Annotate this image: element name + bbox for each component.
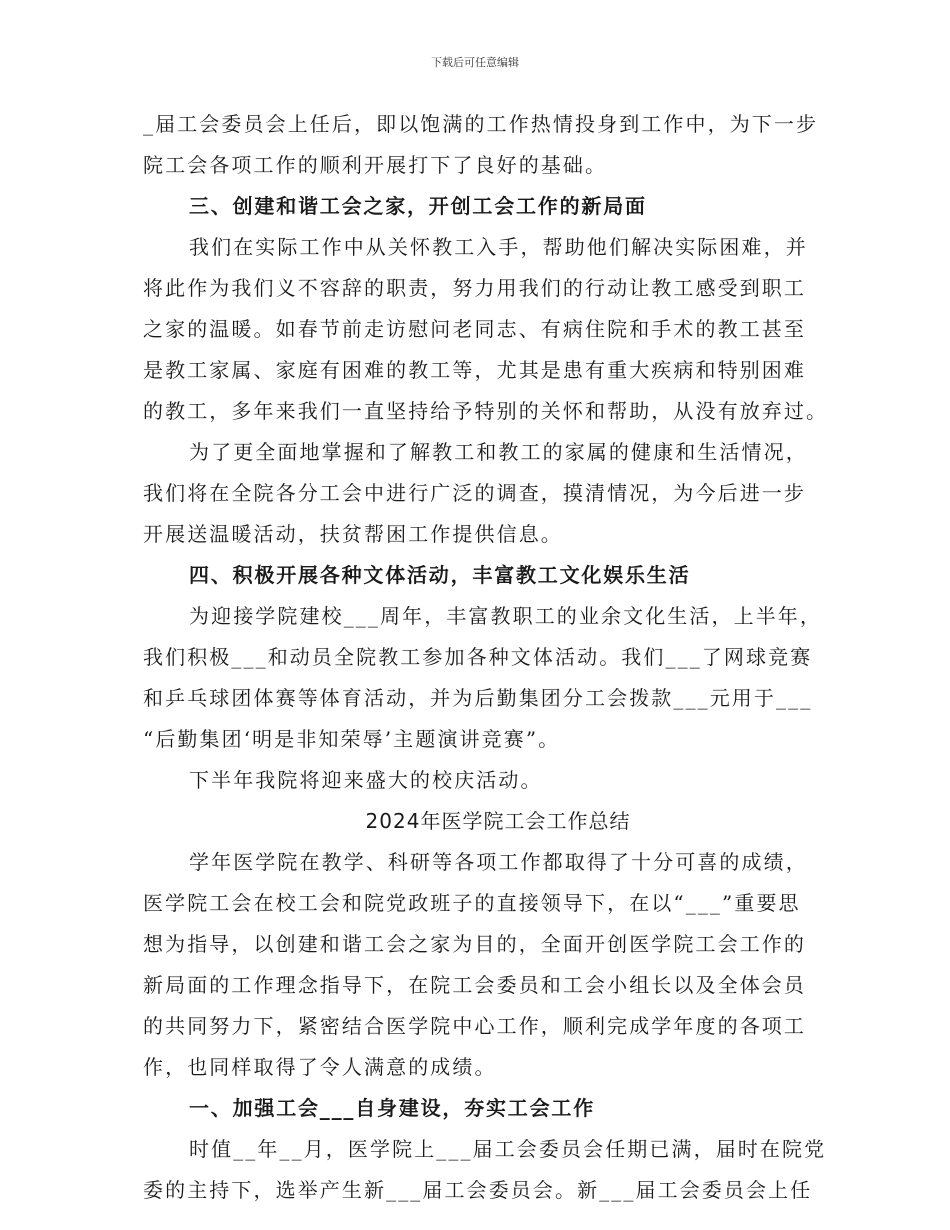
document-body	[143, 104, 829, 1211]
paragraph-line: 之家的温暖。如春节前走访慰问老同志、有病住院和手术的教工甚至	[143, 317, 806, 341]
page-header-note: 下载后可任意编辑	[431, 56, 519, 69]
paragraph-line: 时值__年__月，医学院上___届工会委员会任期已满，届时在院党	[189, 1137, 827, 1161]
paragraph-line: 我们积极___和动员全院教工参加各种文体活动。我们___了网球竞赛	[143, 645, 813, 669]
paragraph-line: 学年医学院在教学、科研等各项工作都取得了十分可喜的成绩，	[189, 850, 808, 874]
paragraph-line: “后勤集团‘明是非知荣辱’主题演讲竞赛”。	[143, 727, 561, 751]
paragraph-line: 为迎接学院建校___周年，丰富教职工的业余文化生活，上半年，	[189, 604, 822, 628]
paragraph-line: 和乒乓球团体赛等体育活动，并为后勤集团分工会拨款___元用于___	[143, 686, 813, 710]
paragraph-line: 院工会各项工作的顺利开展打下了良好的基础。	[143, 153, 608, 177]
paragraph-line: 我们将在全院各分工会中进行广泛的调查，摸清情况，为今后进一步	[143, 481, 806, 505]
paragraph-line: 新局面的工作理念指导下，在院工会委员和工会小组长以及全体会员	[143, 973, 806, 997]
paragraph-line: 医学院工会在校工会和院党政班子的直接领导下，在以“___”重要思	[143, 891, 801, 915]
paragraph-line: 作，也同样取得了令人满意的成绩。	[143, 1055, 497, 1079]
paragraph-line: 想为指导，以创建和谐工会之家为目的，全面开创医学院工会工作的	[143, 932, 806, 956]
paragraph-line: 下半年我院将迎来盛大的校庆活动。	[189, 768, 543, 792]
paragraph-line: 为了更全面地掌握和了解教工和教工的家属的健康和生活情况，	[189, 440, 808, 464]
paragraph-line: 开展送温暖活动，扶贫帮困工作提供信息。	[143, 522, 563, 546]
paragraph-line: 是教工家属、家庭有困难的教工等，尤其是患有重大疾病和特别困难	[143, 358, 806, 382]
paragraph-line: 委的主持下，选举产生新___届工会委员会。新___届工会委员会上任	[143, 1178, 813, 1202]
paragraph-line: 我们在实际工作中从关怀教工入手，帮助他们解决实际困难，并	[189, 235, 808, 259]
section-heading-1: 一、加强工会___自身建设，夯实工会工作	[189, 1096, 595, 1120]
section-heading-3: 三、创建和谐工会之家，开创工会工作的新局面	[189, 194, 647, 218]
paragraph-line: 的教工，多年来我们一直坚持给予特别的关怀和帮助，从没有放弃过。	[143, 399, 829, 423]
paragraph-line: 的共同努力下，紧密结合医学院中心工作，顺利完成学年度的各项工	[143, 1014, 806, 1038]
paragraph-line: 将此作为我们义不容辞的职责，努力用我们的行动让教工感受到职工	[143, 276, 806, 300]
section-heading-4: 四、积极开展各种文体活动，丰富教工文化娱乐生活	[189, 563, 691, 587]
paragraph-line: _届工会委员会上任后，即以饱满的工作热情投身到工作中，为下一步	[143, 112, 819, 136]
document-title: 2024年医学院工会工作总结	[365, 809, 631, 833]
